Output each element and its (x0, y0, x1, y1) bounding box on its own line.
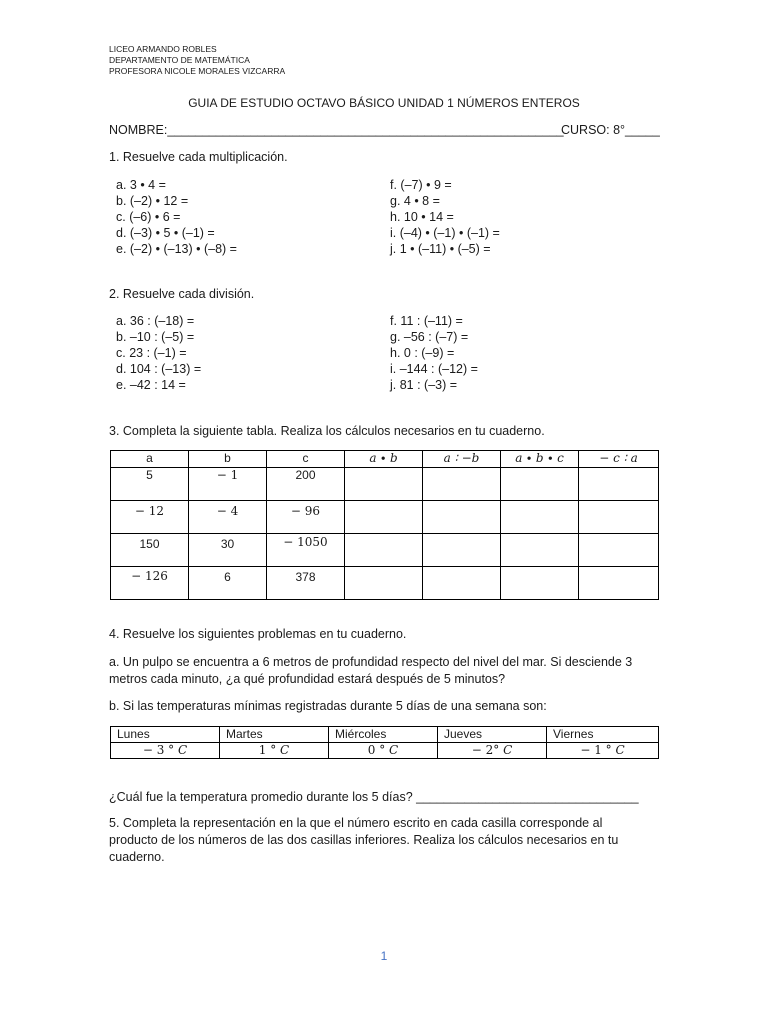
page-title: GUIA DE ESTUDIO OCTAVO BÁSICO UNIDAD 1 NÚMEROS ENTEROS (188, 96, 580, 110)
exercise-1h: h. 10 • 14 = (390, 210, 454, 224)
table-header-row (111, 451, 659, 468)
section5-line3: cuaderno. (109, 850, 165, 864)
temp-martes: 1 ° 𝐶 (220, 743, 329, 759)
exercise-1f: f. (–7) • 9 = (390, 178, 452, 192)
exercise-1g: g. 4 • 8 = (390, 194, 440, 208)
section5-line1: 5. Completa la representación en la que el número escrito en cada casilla corresponde al (109, 816, 603, 830)
day-lunes: Lunes (111, 727, 220, 743)
header-neg-c-div-a: − 𝑐 ∶ 𝑎 (579, 451, 659, 468)
temp-miercoles: 0 ° 𝐶 (329, 743, 438, 759)
exercise-1i: i. (–4) • (–1) • (–1) = (390, 226, 500, 240)
cell-b: 6 (189, 567, 267, 600)
table-row (111, 501, 659, 534)
problem-b: b. Si las temperaturas mínimas registradas durante 5 días de una semana son: (109, 699, 547, 713)
answer-cell[interactable] (579, 468, 659, 501)
cell-a: 150 (111, 534, 189, 567)
days-row (111, 727, 659, 743)
page-number: 1 (380, 949, 388, 963)
section3-title: 3. Completa la siguiente tabla. Realiza los cálculos necesarios en tu cuaderno. (109, 424, 545, 438)
answer-cell[interactable] (423, 468, 501, 501)
answer-cell[interactable] (345, 567, 423, 600)
header-a-times-b: 𝑎 ∙ 𝑏 (345, 451, 423, 468)
table-row (111, 468, 659, 501)
temperature-table (110, 726, 659, 759)
table-row (111, 534, 659, 567)
exercise-1d: d. (–3) • 5 • (–1) = (116, 226, 215, 240)
cell-b: − 1 (189, 468, 267, 501)
teacher-name: PROFESORA NICOLE MORALES VIZCARRA (109, 66, 286, 76)
exercise-2d: d. 104 : (–13) = (116, 362, 202, 376)
temp-jueves: − 2° 𝐶 (438, 743, 547, 759)
cell-c: 378 (267, 567, 345, 600)
exercise-1e: e. (–2) • (–13) • (–8) = (116, 242, 237, 256)
answer-cell[interactable] (579, 534, 659, 567)
cell-a: − 126 (111, 567, 189, 600)
temp-lunes: − 3 ° 𝐶 (111, 743, 220, 759)
cell-b: 30 (189, 534, 267, 567)
table-row (111, 567, 659, 600)
temps-row (111, 743, 659, 759)
answer-cell[interactable] (423, 567, 501, 600)
exercise-2j: j. 81 : (–3) = (390, 378, 458, 392)
exercise-2c: c. 23 : (–1) = (116, 346, 187, 360)
header-b: b (189, 451, 267, 468)
day-viernes: Viernes (547, 727, 659, 743)
header-c: c (267, 451, 345, 468)
answer-cell[interactable] (501, 501, 579, 534)
answer-cell[interactable] (501, 534, 579, 567)
section5-line2: producto de los números de las dos casillas inferiores. Realiza los cálculos necesarios en tu (109, 833, 619, 847)
header-a: a (111, 451, 189, 468)
answer-cell[interactable] (345, 534, 423, 567)
exercise-1a: a. 3 • 4 = (116, 178, 166, 192)
temp-viernes: − 1 ° 𝐶 (547, 743, 659, 759)
answer-cell[interactable] (423, 501, 501, 534)
answer-cell[interactable] (501, 468, 579, 501)
day-miercoles: Miércoles (329, 727, 438, 743)
problem-a-line1: a. Un pulpo se encuentra a 6 metros de profundidad respecto del nivel del mar. Si desciende 3 (109, 655, 633, 669)
exercise-2b: b. –10 : (–5) = (116, 330, 195, 344)
section1-title: 1. Resuelve cada multiplicación. (109, 150, 288, 164)
exercise-1c: c. (–6) • 6 = (116, 210, 181, 224)
cell-c: 200 (267, 468, 345, 501)
cell-b: − 4 (189, 501, 267, 534)
exercise-2i: i. –144 : (–12) = (390, 362, 478, 376)
average-question: ¿Cuál fue la temperatura promedio durante los 5 días? ________________________________ (109, 790, 639, 804)
exercise-2a: a. 36 : (–18) = (116, 314, 195, 328)
cell-a: 5 (111, 468, 189, 501)
day-jueves: Jueves (438, 727, 547, 743)
answer-cell[interactable] (423, 534, 501, 567)
exercise-1j: j. 1 • (–11) • (–5) = (390, 242, 491, 256)
header-a-div-neg-b: 𝑎 ∶ −𝑏 (423, 451, 501, 468)
problem-a-line2: metros cada minuto, ¿a qué profundidad estará después de 5 minutos? (109, 672, 506, 686)
section2-title: 2. Resuelve cada división. (109, 287, 255, 301)
exercise-2h: h. 0 : (–9) = (390, 346, 455, 360)
school-name: LICEO ARMANDO ROBLES (109, 44, 217, 54)
department-name: DEPARTAMENTO DE MATEMÁTICA (109, 55, 250, 65)
cell-a: − 12 (111, 501, 189, 534)
cell-c: − 96 (267, 501, 345, 534)
exercise-2e: e. –42 : 14 = (116, 378, 186, 392)
header-a-times-b-times-c: 𝑎 ∙ 𝑏 ∙ 𝑐 (501, 451, 579, 468)
cell-c: − 1050 (267, 534, 345, 567)
answer-cell[interactable] (579, 501, 659, 534)
day-martes: Martes (220, 727, 329, 743)
exercise-1b: b. (–2) • 12 = (116, 194, 189, 208)
answer-cell[interactable] (345, 501, 423, 534)
answer-cell[interactable] (345, 468, 423, 501)
name-field: NOMBRE:_________________________________________________________ (109, 123, 564, 137)
exercise-2g: g. –56 : (–7) = (390, 330, 469, 344)
section4-title: 4. Resuelve los siguientes problemas en tu cuaderno. (109, 627, 407, 641)
answer-cell[interactable] (501, 567, 579, 600)
operations-table (110, 450, 659, 600)
course-field: CURSO: 8°_____ (561, 123, 660, 137)
answer-cell[interactable] (579, 567, 659, 600)
exercise-2f: f. 11 : (–11) = (390, 314, 463, 328)
